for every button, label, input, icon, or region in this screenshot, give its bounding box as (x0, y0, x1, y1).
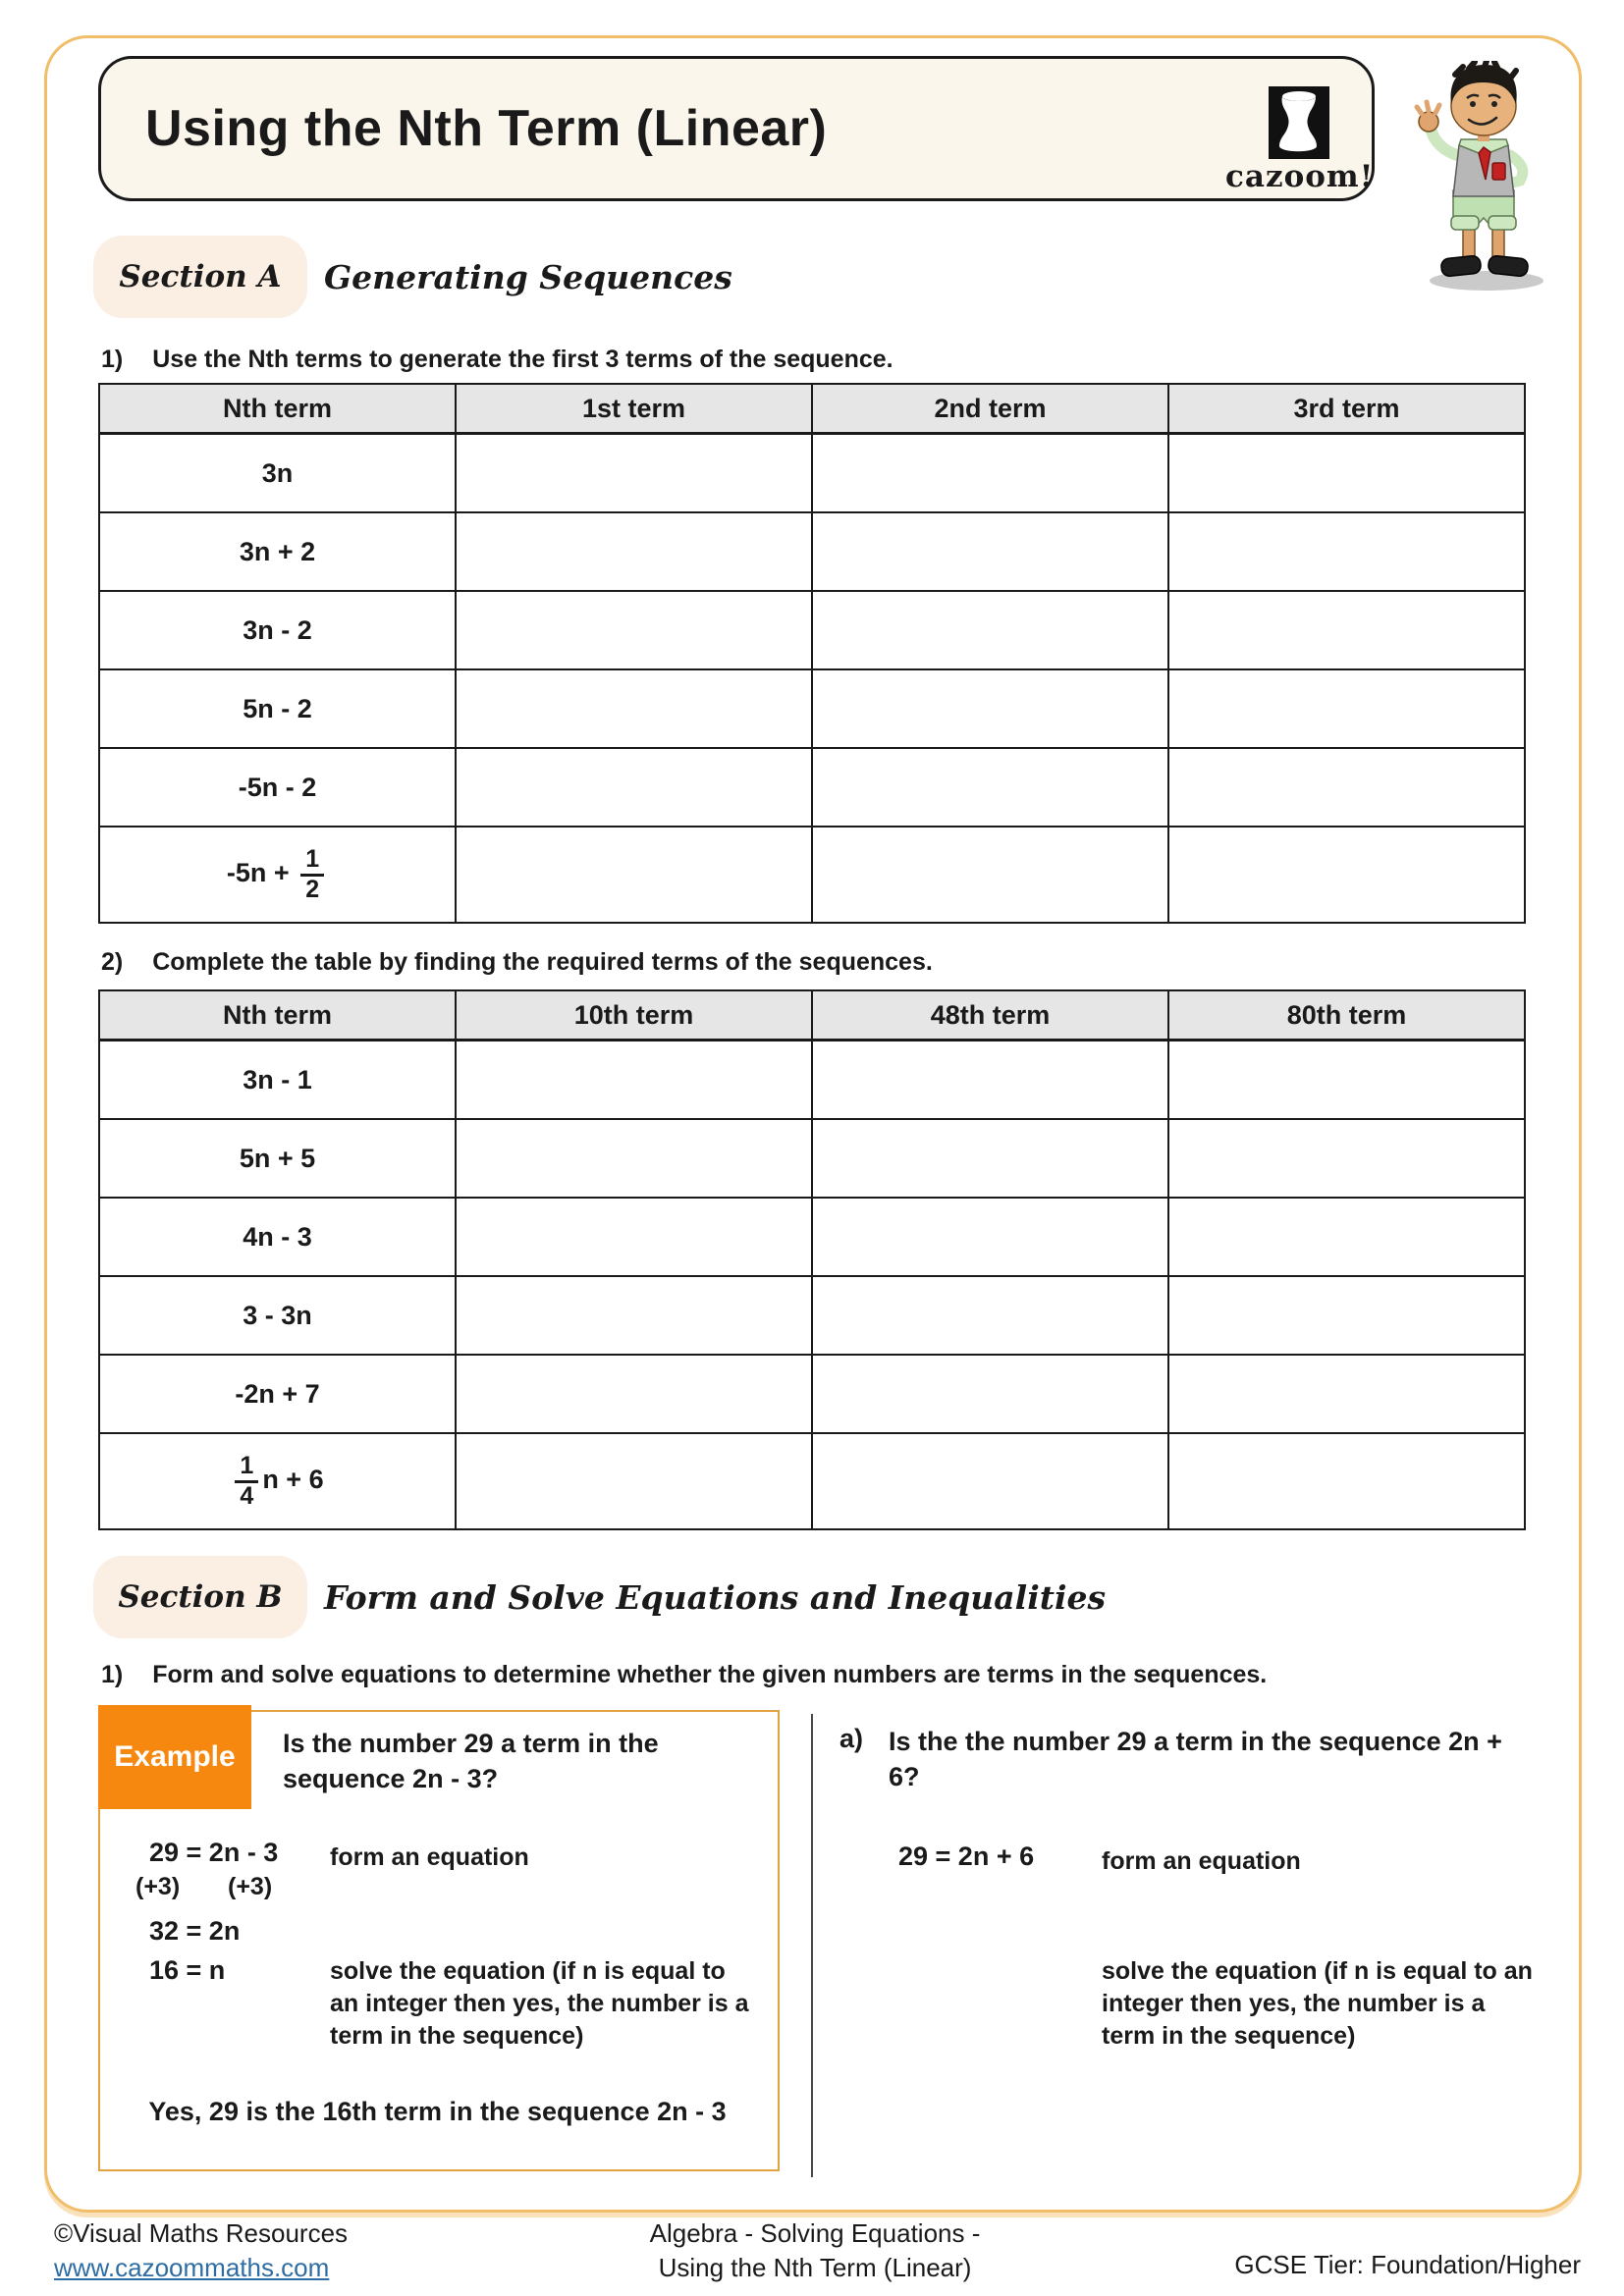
answer-cell (456, 827, 812, 923)
nth-term-cell: 3n (99, 434, 456, 513)
answer-cell (812, 1041, 1168, 1120)
question-a1-text: Use the Nth terms to generate the first 3 terms of the sequence. (152, 346, 893, 373)
answer-cell (812, 1119, 1168, 1198)
part-a-note-solve: solve the equation (if n is equal to an integer then yes, the number is a term in the sequence) (1102, 1957, 1533, 2050)
part-a-label: a) (839, 1724, 864, 1753)
answer-cell (1168, 1119, 1525, 1198)
answer-cell (456, 1433, 812, 1529)
column-header: 1st term (456, 384, 812, 434)
answer-cell (812, 512, 1168, 591)
answer-cell (456, 434, 812, 513)
part-a-note-form: form an equation (1102, 1847, 1301, 1875)
example-equation-2: 32 = 2n (149, 1916, 241, 1946)
copyright-text: ©Visual Maths Resources (54, 2218, 349, 2248)
brand-text: cazoom! (1225, 159, 1375, 194)
answer-cell (812, 434, 1168, 513)
nth-term-cell: -5n + $\frac{1}{2}$ (99, 827, 456, 923)
answer-cell (812, 748, 1168, 827)
column-header: 3rd term (1168, 384, 1525, 434)
generate-sequences-table (98, 383, 1526, 924)
gcse-tier-text: GCSE Tier: Foundation/Higher (1234, 2250, 1581, 2279)
answer-cell (456, 1119, 812, 1198)
example-question: Is the number 29 a term in the sequence 2n - 3? (283, 1729, 659, 1794)
nth-term-cell: 3n - 1 (99, 1041, 456, 1120)
nth-term-cell: $\frac{1}{4}$ n + 6 (99, 1433, 456, 1529)
example-note-solve: solve the equation (if n is equal to an integer then yes, the number is a term in the sequence) (330, 1957, 749, 2050)
answer-cell (1168, 1041, 1525, 1120)
answer-cell (1168, 748, 1525, 827)
answer-cell (812, 669, 1168, 748)
answer-cell (456, 1276, 812, 1355)
example-answer: Yes, 29 is the 16th term in the sequence 2n - 3 (148, 2097, 727, 2126)
question-a2 (101, 948, 933, 977)
drum-logo-icon (1269, 86, 1329, 159)
cazoom-logo (1225, 86, 1373, 194)
part-a-equation: 29 = 2n + 6 (898, 1842, 1035, 1871)
answer-cell (812, 827, 1168, 923)
nth-term-cell: 5n + 5 (99, 1119, 456, 1198)
title-box (98, 56, 1375, 201)
answer-cell (812, 1433, 1168, 1529)
nth-term-cell: -2n + 7 (99, 1355, 456, 1433)
answer-cell (1168, 1198, 1525, 1276)
answer-cell (812, 1276, 1168, 1355)
example-note-form: form an equation (330, 1843, 529, 1871)
example-carry-left: (+3) (135, 1873, 181, 1900)
nth-term-cell: 5n - 2 (99, 669, 456, 748)
nth-term-cell: 4n - 3 (99, 1198, 456, 1276)
answer-cell (456, 591, 812, 669)
topic-line-1: Algebra - Solving Equations - (649, 2218, 981, 2248)
nth-term-cell: 3n + 2 (99, 512, 456, 591)
nth-term-cell: -5n - 2 (99, 748, 456, 827)
answer-cell (456, 1198, 812, 1276)
section-b-heading: Form and Solve Equations and Inequalities (324, 1577, 1107, 1617)
section-b-pill (93, 1556, 307, 1638)
section-a-label: Section A (119, 259, 282, 294)
question-a1 (101, 346, 893, 374)
answer-cell (812, 1198, 1168, 1276)
fraction: $\frac{1}{4}$ (235, 1453, 258, 1510)
example-equation-1: 29 = 2n - 3 (149, 1838, 279, 1867)
find-terms-table (98, 989, 1526, 1530)
part-a-question: Is the the number 29 a term in the sequence 2n + 6? (889, 1727, 1502, 1792)
question-a2-number: 2) (101, 948, 124, 976)
answer-cell (1168, 512, 1525, 591)
fraction: $\frac{1}{2}$ (300, 846, 324, 903)
question-a2-text: Complete the table by finding the required terms of the sequences. (152, 948, 933, 976)
question-b1-text: Form and solve equations to determine whether the given numbers are terms in the sequences. (152, 1661, 1268, 1688)
example-tab: Example (98, 1705, 251, 1809)
answer-cell (812, 591, 1168, 669)
footer-topic-block (530, 2216, 1100, 2285)
section-a-pill (93, 236, 307, 318)
column-divider (811, 1714, 813, 2177)
question-a1-number: 1) (101, 346, 124, 373)
question-b1-number: 1) (101, 1661, 124, 1688)
topic-line-2: Using the Nth Term (Linear) (658, 2253, 972, 2283)
column-header: 80th term (1168, 990, 1525, 1041)
answer-cell (1168, 827, 1525, 923)
answer-cell (456, 669, 812, 748)
column-header: Nth term (99, 384, 456, 434)
website-link[interactable]: www.cazoommaths.com (54, 2253, 330, 2283)
section-b-label: Section B (118, 1579, 283, 1615)
answer-cell (1168, 669, 1525, 748)
answer-cell (456, 512, 812, 591)
column-header: 48th term (812, 990, 1168, 1041)
nth-term-cell: 3n - 2 (99, 591, 456, 669)
student-mascot-icon (1396, 61, 1569, 294)
column-header: 10th term (456, 990, 812, 1041)
column-header: 2nd term (812, 384, 1168, 434)
answer-cell (1168, 1355, 1525, 1433)
footer-copyright-block (54, 2216, 348, 2285)
answer-cell (456, 748, 812, 827)
page-title: Using the Nth Term (Linear) (145, 100, 828, 157)
example-carry-right: (+3) (228, 1873, 273, 1900)
answer-cell (1168, 1433, 1525, 1529)
nth-term-cell: 3 - 3n (99, 1276, 456, 1355)
answer-cell (1168, 591, 1525, 669)
answer-cell (812, 1355, 1168, 1433)
answer-cell (456, 1041, 812, 1120)
answer-cell (1168, 434, 1525, 513)
question-b1 (101, 1661, 1267, 1689)
example-equation-3: 16 = n (149, 1955, 226, 1985)
column-header: Nth term (99, 990, 456, 1041)
section-a-heading: Generating Sequences (324, 257, 732, 296)
answer-cell (456, 1355, 812, 1433)
answer-cell (1168, 1276, 1525, 1355)
